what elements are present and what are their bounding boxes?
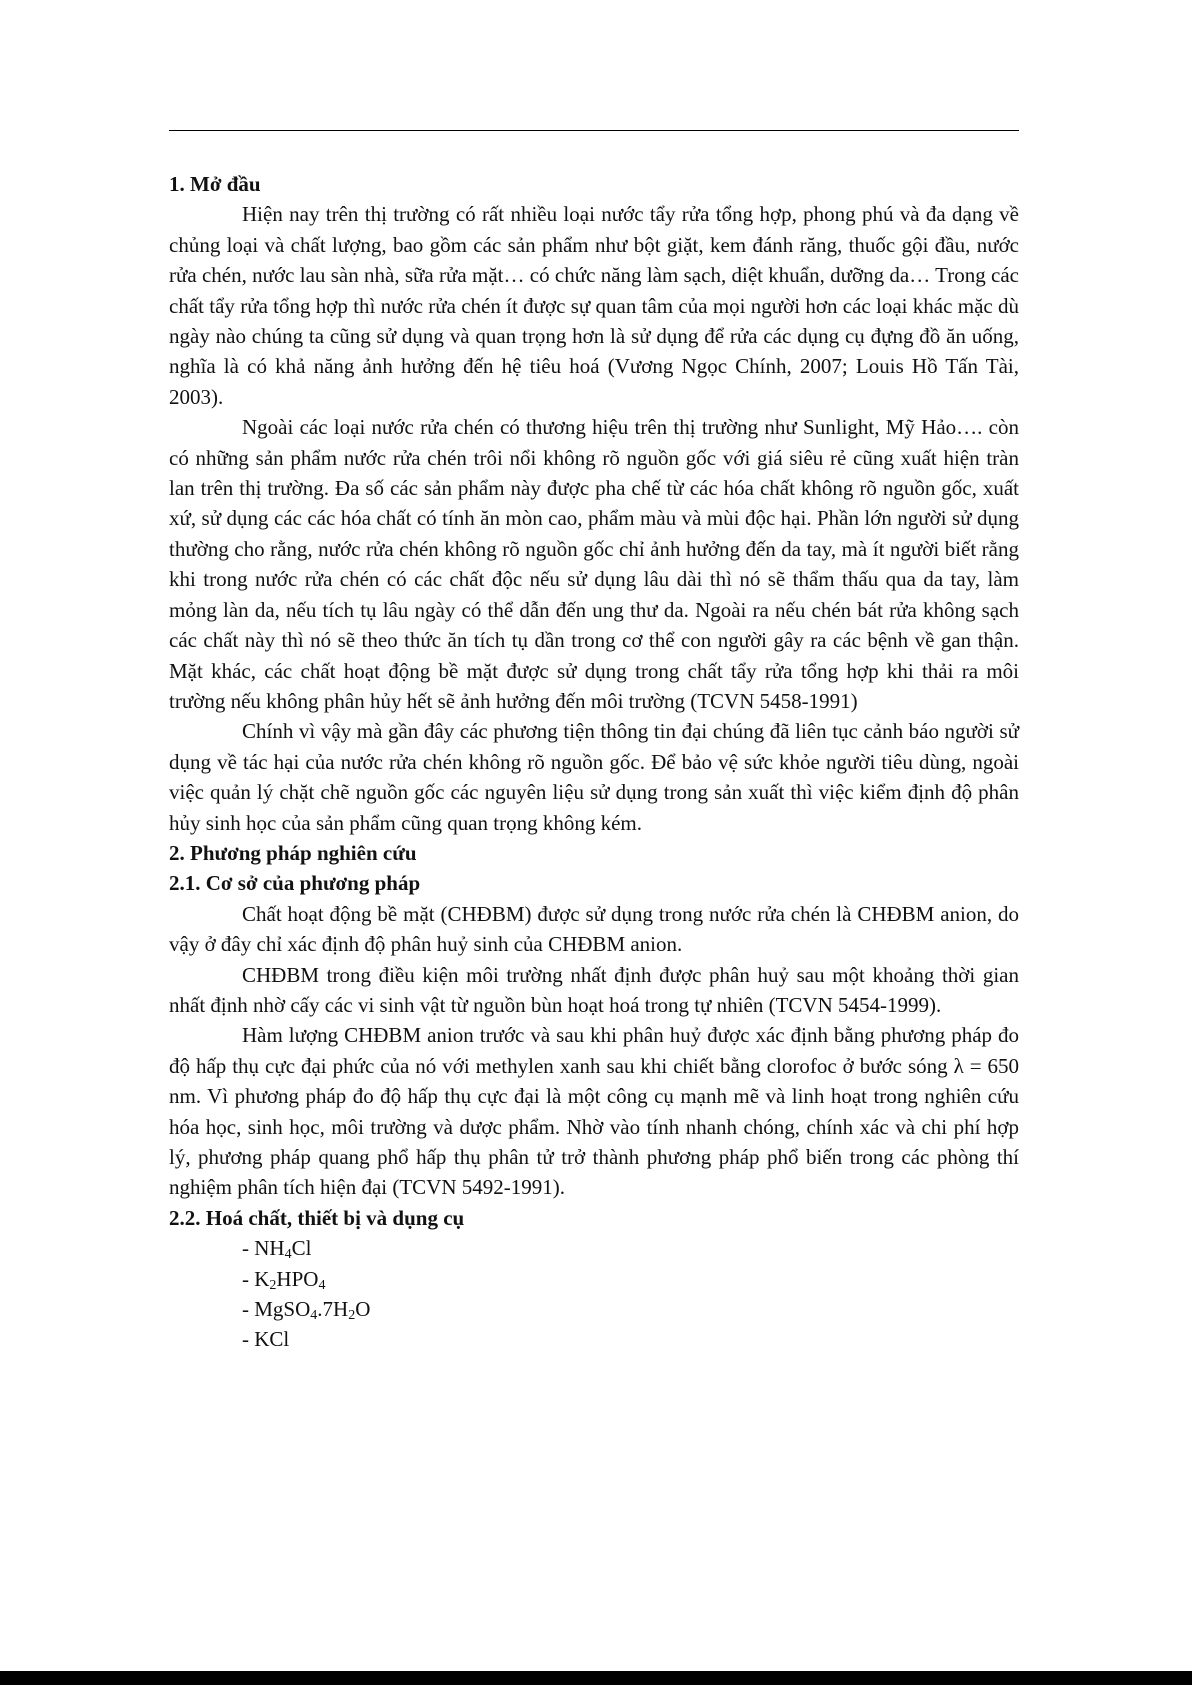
list-dash: - — [242, 1327, 255, 1352]
paragraph-2-1-3: Hàm lượng CHĐBM anion trước và sau khi phân huỷ được xác định bằng phương pháp đo độ hấp thụ cực đại phức của nó với methylen xanh sau khi chiết bằng clorofoc ở bước sóng λ = 650 nm. Vì phương pháp đo độ hấp thụ cực đại là một công cụ mạnh mẽ và linh hoạt trong nghiên cứu hóa học, sinh học, môi trường và dược phẩm. Nhờ vào tính nhanh chóng, chính xác và chi phí hợp lý, phương pháp quang phổ hấp thụ phân tử trở thành phương pháp phổ biến trong các phòng thí nghiệm phân tích hiện đại (TCVN 5492-1991). — [169, 1023, 1019, 1200]
list-dash: - — [242, 1297, 255, 1322]
list-dash: - — [242, 1266, 255, 1291]
paragraph-1-1: Hiện nay trên thị trường có rất nhiều loại nước tẩy rửa tổng hợp, phong phú và đa dạng về chủng loại và chất lượng, bao gồm các sản phẩm như bột giặt, kem đánh răng, thuốc gội đầu, nước rửa chén, nước lau sàn nhà, sữa rửa mặt… có chức năng làm sạch, diệt khuẩn, dưỡng da… Trong các chất tẩy rửa tổng hợp thì nước rửa chén ít được sự quan tâm của mọi người hơn các loại khác mặc dù ngày nào chúng ta cũng sử dụng và quan trọng hơn là sử dụng để rửa các dụng cụ đựng đồ ăn uống, nghĩa là có khả năng ảnh hưởng đến hệ tiêu hoá (Vương Ngọc Chính, 2007; Louis Hồ Tấn Tài, 2003). — [169, 202, 1019, 409]
section-heading-2: 2. Phương pháp nghiên cứu — [169, 840, 417, 865]
header-rule — [169, 130, 1019, 131]
formula-part: O — [355, 1297, 371, 1322]
paragraph-2-1-1: Chất hoạt động bề mặt (CHĐBM) được sử dụng trong nước rửa chén là CHĐBM anion, do vậy ở đây chỉ xác định độ phân huỷ sinh của CHĐBM anion. — [169, 901, 1019, 957]
formula-subscript: 4 — [318, 1277, 326, 1293]
formula-part: Cl — [291, 1236, 312, 1261]
paragraph-1-3: Chính vì vậy mà gần đây các phương tiện thông tin đại chúng đã liên tục cảnh báo người sử dụng về tác hại của nước rửa chén không rõ nguồn gốc. Để bảo vệ sức khỏe người tiêu dùng, ngoài việc quản lý chặt chẽ nguồn gốc các nguyên liệu sử dụng trong sản xuất thì việc kiểm định độ phân hủy sinh học của sản phẩm cũng quan trọng không kém. — [169, 719, 1019, 835]
formula-subscript: 2 — [269, 1277, 277, 1293]
formula-part: KCl — [254, 1327, 290, 1352]
list-item — [169, 1264, 1019, 1294]
formula-part: .7H — [317, 1297, 349, 1322]
list-item — [169, 1324, 1019, 1354]
paragraph-2-1-2: CHĐBM trong điều kiện môi trường nhất định được phân huỷ sau một khoảng thời gian nhất định nhờ cấy các vi sinh vật từ nguồn bùn hoạt hoá trong tự nhiên (TCVN 5454-1999). — [169, 962, 1019, 1017]
formula-part: K — [254, 1266, 270, 1291]
formula-subscript: 4 — [284, 1247, 292, 1263]
list-item — [169, 1233, 1019, 1263]
list-item — [169, 1294, 1019, 1324]
page-body — [169, 169, 1019, 1355]
formula-part: NH — [254, 1236, 285, 1261]
formula-subscript: 2 — [348, 1308, 356, 1324]
paragraph-1-2: Ngoài các loại nước rửa chén có thương hiệu trên thị trường như Sunlight, Mỹ Hảo…. còn có những sản phẩm nước rửa chén trôi nổi không rõ nguồn gốc với giá siêu rẻ cũng xuất hiện tràn lan trên thị trường. Đa số các sản phẩm này được pha chế từ các hóa chất không rõ nguồn gốc, xuất xứ, sử dụng các các hóa chất có tính ăn mòn cao, phẩm màu và mùi độc hại. Phần lớn người sử dụng thường cho rằng, nước rửa chén không rõ nguồn gốc chỉ ảnh hưởng đến da tay, mà ít người biết rằng khi trong nước rửa chén có các chất độc nếu sử dụng lâu dài thì nó sẽ thẩm thấu qua da tay, làm mỏng làn da, nếu tích tụ lâu ngày có thể dẫn đến ung thư da. Ngoài ra nếu chén bát rửa không sạch các chất này thì nó sẽ theo thức ăn tích tụ dần trong cơ thể con người gây ra các bệnh về gan thận. Mặt khác, các chất hoạt động bề mặt được sử dụng trong chất tẩy rửa tổng hợp khi thải ra môi trường nếu không phân hủy hết sẽ ảnh hưởng đến môi trường (TCVN 5458-1991) — [169, 415, 1019, 713]
list-dash: - — [242, 1236, 255, 1261]
section-heading-2-1: 2.1. Cơ sở của phương pháp — [169, 871, 421, 896]
page-bottom-edge — [0, 1671, 1192, 1685]
chemical-list — [169, 1233, 1019, 1355]
formula-part: MgSO — [254, 1297, 311, 1322]
section-heading-2-2: 2.2. Hoá chất, thiết bị và dụng cụ — [169, 1205, 465, 1230]
formula-part: HPO — [276, 1266, 319, 1291]
section-heading-1: 1. Mở đầu — [169, 172, 261, 196]
formula-subscript: 4 — [310, 1308, 318, 1324]
